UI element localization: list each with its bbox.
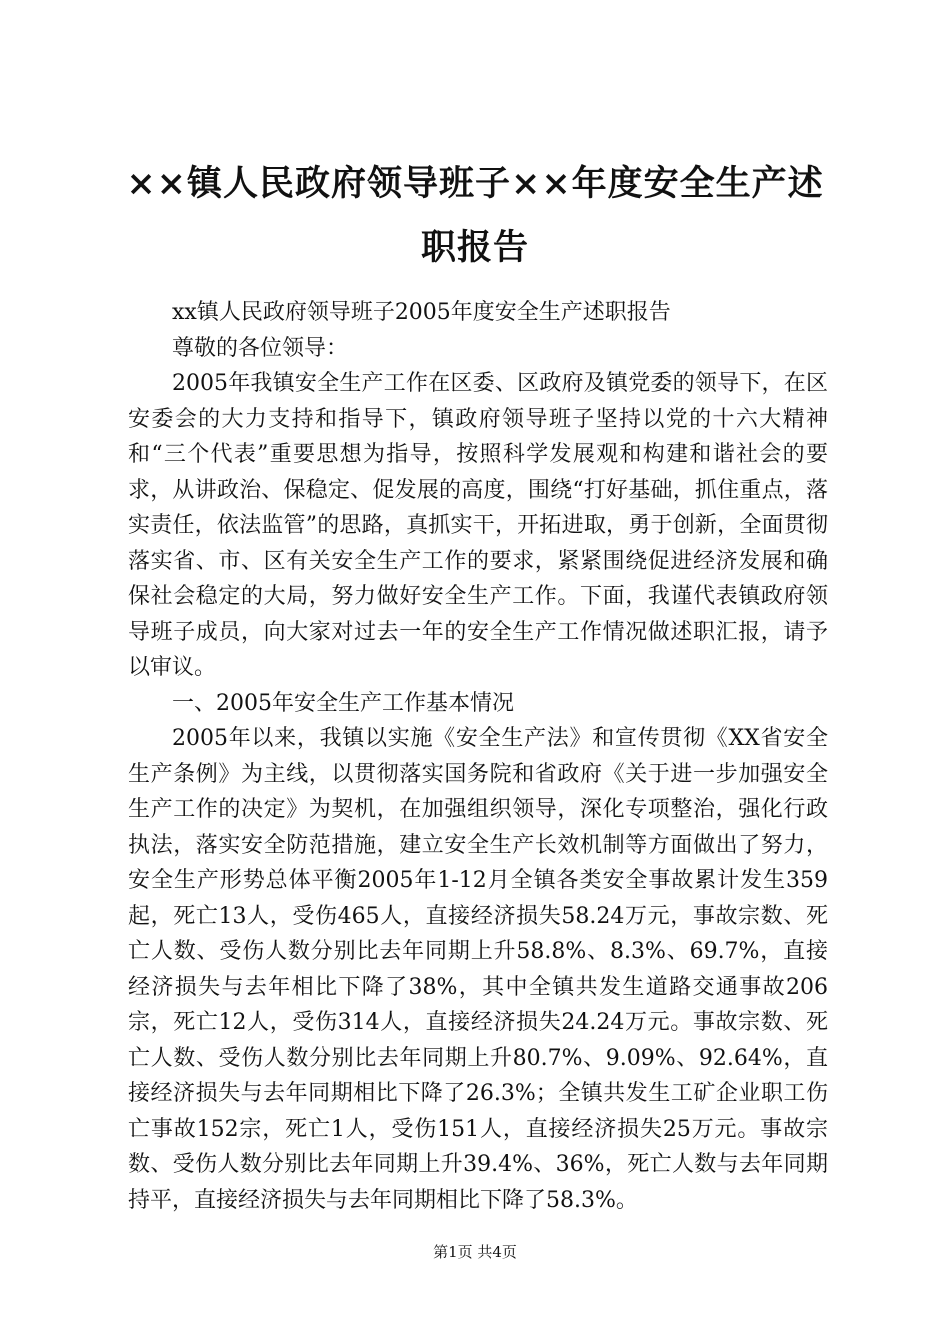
salutation-paragraph: 尊敬的各位领导：: [172, 335, 349, 361]
document-title: ××镇人民政府领导班子××年度安全生产述职报告: [126, 163, 824, 268]
subtitle-paragraph: xx镇人民政府领导班子2005年度安全生产述职报告: [172, 300, 671, 325]
intro-paragraph: 2005年我镇安全生产工作在区委、区政府及镇党委的领导下，在区安委会的大力支持和指导下，镇政府领导班子坚持以党的十六大精神和“三个代表”重要思想为指导，按照科学发展观和构建和谐社会的要求，从讲政治、保稳定、促发展的高度，围绕“打好基础，抓住重点，落实责任，依法监管”的思路，真抓实干，开拓进取，勇于创新，全面贯彻落实省、市、区有关安全生产工作的要求，紧紧围绕促进经济发展和确保社会稳定的大局，努力做好安全生产工作。下面，我谨代表镇政府领导班子成员，向大家对过去一年的安全生产工作情况做述职汇报，请予以审议。: [128, 371, 828, 680]
section-heading: 一、2005年安全生产工作基本情况: [172, 690, 514, 716]
document-body: [128, 295, 828, 1218]
statistics-paragraph: 2005年以来，我镇以实施《安全生产法》和宣传贯彻《XX省安全生产条例》为主线，以贯彻落实国务院和省政府《关于进一步加强安全生产工作的决定》为契机，在加强组织领导，深化专项整治，强化行政执法，落实安全防范措施，建立安全生产长效机制等方面做出了努力，安全生产形势总体平衡2005年1-12月全镇各类安全事故累计发生359起，死亡13人，受伤465人，直接经济损失58.24万元，事故宗数、死亡人数、受伤人数分别比去年同期上升58.8%、8.3%、69.7%，直接经济损失与去年相比下降了38%，其中全镇共发生道路交通事故206宗，死亡12人，受伤314人，直接经济损失24.24万元。事故宗数、死亡人数、受伤人数分别比去年同期上升80.7%、9.09%、92.64%，直接经济损失与去年同期相比下降了26.3%；全镇共发生工矿企业职工伤亡事故152宗，死亡1人，受伤151人，直接经济损失25万元。事故宗数、受伤人数分别比去年同期上升39.4%、36%，死亡人数与去年同期持平，直接经济损失与去年同期相比下降了58.3%。: [128, 726, 828, 1213]
page-number-footer: 第1页 共4页: [433, 1243, 517, 1261]
